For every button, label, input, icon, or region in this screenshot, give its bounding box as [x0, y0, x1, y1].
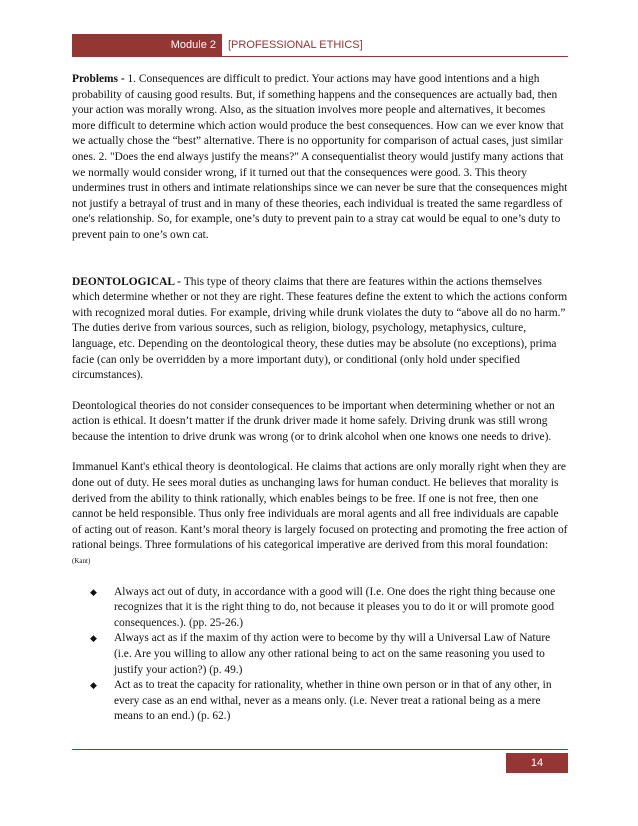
list-item: [90, 678, 568, 725]
diamond-bullet-icon: ◆: [90, 680, 97, 691]
list-item-text: Always act out of duty, in accordance with a good will (I.e. One does the right thing because one recognizes that it is the right thing to do, not because it pleases you to do it or will promote good consequences.). (pp. 25-26.): [114, 585, 556, 629]
header-title: [PROFESSIONAL ETHICS]: [228, 39, 363, 51]
list-item-text: Act as to treat the capacity for rationality, whether in thine own person or in that of any other, in every case as an end withal, never as a means only. (i.e. Never treat a rational being as a mere means to an end.) (p. 62.): [114, 679, 552, 723]
problems-text: 1. Consequences are difficult to predict. Your actions may have good intentions and a high probability of causing good results. But, if something happens and the consequences are actually bad, then your action was morally wrong. Also, as the situation involves more people and alternatives, it becomes more difficult to determine which action would produce the best consequences. How can we ever know that we actually chose the “best” alternative. There is no opportunity for comparison of actual cases, just similar ones. 2. "Does the end always justify the means?" A consequentialist theory would justify many actions that we normally would consider wrong, if it turned out that the consequences were good. 3. This theory undermines trust in others and intimate relationships since we can never be sure that the consequences might not justify a betrayal of trust and in many of these theories, each individual is treated the same regardless of one's relationship. So, for example, one’s duty to prevent pain to a stray cat would be equal to one’s duty to prevent pain to one’s own cat.: [72, 73, 568, 241]
page-header: [72, 34, 568, 56]
problems-lead: Problems -: [72, 73, 128, 85]
consequences-paragraph: Deontological theories do not consider consequences to be important when determining whether or not an action is ethical. It doesn’t matter if the drunk driver made it home safely. Driving drunk was still wrong because the intention to drive drunk was wrong (or to drink alcohol when one knows one needs to drive).: [72, 399, 555, 443]
diamond-bullet-icon: ◆: [90, 633, 97, 644]
footer-divider: [72, 749, 568, 750]
page-body: [72, 72, 568, 725]
problems-paragraph: [72, 72, 568, 244]
list-item: [90, 585, 568, 632]
deontological-paragraph: [72, 275, 568, 384]
page-number: 14: [506, 753, 568, 773]
diamond-bullet-icon: ◆: [90, 586, 97, 597]
kant-citation: (Kant): [72, 557, 91, 566]
deontological-text: This type of theory claims that there are features within the actions themselves which determine whether or not they are right. These features define the extent to which the actions conform with recognized moral duties. For example, driving while drunk violates the duty to “above all do no harm.” The duties derive from various sources, such as religion, biology, psychology, metaphysics, culture, language, etc. Depending on the deontological theory, these duties may be absolute (no exceptions), prima facie (can only be overridden by a more important duty), or conditional (only hold under specified circumstances).: [72, 275, 568, 382]
imperative-list: [72, 585, 568, 725]
deontological-lead: DEONTOLOGICAL -: [72, 275, 184, 288]
header-divider: [72, 56, 568, 57]
kant-paragraph: [72, 460, 568, 574]
module-label: Module 2: [72, 34, 222, 56]
list-item: [90, 631, 568, 678]
kant-text: Immanuel Kant's ethical theory is deontological. He claims that actions are only morally right when they are done out of duty. He sees moral duties as unchanging laws for human conduct. He believes that morality is derived from the ability to think rationally, which enables beings to be free. If one is not free, then one cannot be held responsible. Thus only free individuals are moral agents and all free individuals are capable of acting out of reason. Kant’s moral theory is largely focused on protecting and promoting the free action of rational beings. Three formulations of his categorical imperative are derived from this moral foundation:: [72, 461, 568, 552]
list-item-text: Always act as if the maxim of thy action were to become by thy will a Universal Law of Nature (i.e. Are you willing to allow any other rational being to act on the same reasoning you used to justify your action?) (p. 49.): [114, 632, 551, 676]
